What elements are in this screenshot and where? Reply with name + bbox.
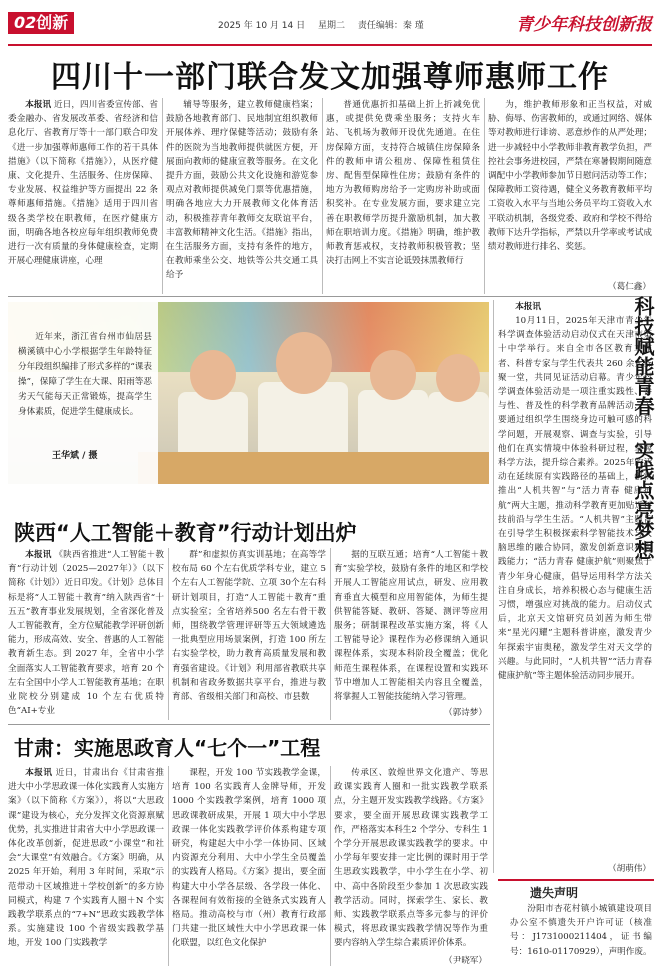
student-face [436,354,480,402]
column-divider [484,98,485,294]
main-article-col-4 [488,98,652,280]
gansu-headline: 甘肃：实施思政育人“七个一”工程 [14,736,321,760]
page-number: 02 [14,13,37,32]
right-article-text: 10月11日，2025年天津市青少年科学调查体验活动启动仪式在天津市第十中学举行。来自全市各区教育工作者、科普专家与学生代表共 260 余人齐聚一堂，共同见证活动启幕。青少年科学调查体验活动是一项注重实践性、参与性、普及性的科学教育品牌活动，主要通过组织学生围绕身边可触可感的科学问题，开展观察、调查与实验，引导他们在真实情境中体验科研过程，掌握科学方法，提升综合素养。2025年的活动在延续原有实践路径的基础上，创新推出“人机共智”与“活力青春 健康护航”两大主题，推动科学教育更加贴近科技前沿与学生生活。“人机共智”主题旨在引导学生积极探索科学智能技术与人脑思维的融合协同，激发创新意识和实践能力；“活力青春 健康护航”则聚焦于青少年身心健康，倡导运用科学方法关注自身成长，培养积极心态与健康生活习惯，增强应对挑战的能力。启动仪式后，北京天文馆研究员刘茜为师生带来“星光闪耀”主题科普讲座，激发青少年探索宇宙奥秘，激发学生对天文学的兴趣。与此同时，“人机共智”“活力青春 健康护航”等主题体验活动同步展开。 [498,316,652,682]
newspaper-brand: 青少年科技创新报 [516,15,652,35]
notice-body [510,902,652,968]
main-col-3-text: 普通优惠折扣基础上折上折减免优惠，或提供免费乘坐服务；支持火车站、飞机场为教师开设优先通道。在住房保障方面，支持符合城镇住房保障条件的教师申请公租房、保障性租赁住房、配售型保障性住房；鼓励有条件的地方为教师购房给予一定购房补助或面积奖补。在专业发展方面，要求建立完善在职教师学历提升激励机制，加大教师在职培训力度。《措施》明确，维护教师教育惩戒权，支持教师积极管教；坚决打击网上不实言论诋毁抹黑教师行 [326,100,480,267]
main-col-1-text: 近日，四川省委宣传部、省委金融办、省发展改革委、省经济和信息化厅、省教育厅等十一部门联合印发《进一步加强尊师惠师工作的若干具体措施》（以下简称《措施》），从医疗健康、文化提升、生活服务、住房保障、专业发展、权益维护等方面提出 22 条尊师惠师措施。《措施》适用于四川省级各类学校在职教师，在医疗健康方面，明确各地各校应每年组织教师免费进行一次有质量的身体健康检查，定期开展心理健康讲座，心理 [8,100,158,267]
main-article-col-3 [326,98,480,294]
lead-tag: 本报讯 [25,768,53,778]
main-headline: 四川十一部门联合发文加强尊师惠师工作 [51,60,609,95]
issue-meta [218,18,434,31]
section-name: 创新 [36,13,69,32]
main-byline: （葛仁鑫） [608,282,651,292]
main-col-4-text: 为，维护教师形象和正当权益，对威胁、侮辱、伤害教师的，或通过网络、媒体等对教师进行诽谤、恶意炒作的从严处理；进一步减轻中小学教师非教育教学负担，严控社会事务进校园，严禁在寒暑假期间随意调配中小学教师参加节日慰问活动等工作；保障教师工资待遇，健全义务教育教师平均工资收入水平与当地公务员平均工资收入水平联动机制，各级党委、政府和学校不得给教师下达升学指标，严禁以升学率或考试成绩对教师进行排名、奖惩。 [488,100,652,253]
masthead [0,0,660,44]
notice-title: 遗失声明 [530,886,579,900]
column-divider [330,766,331,966]
section-rule [8,724,490,725]
column-divider [330,548,331,720]
student-face [276,332,332,394]
lead-tag: 本报讯 [25,550,52,560]
gansu-col-3-text: 传承区、敦煌世界文化遗产、等思政课实践育人圈和一批实践教学联系点，分主题开发实践教学线路。《方案》要求，要全面开展思政课实践教学工作，严格落实本科生2 个学分、专科生 1 个学分开展思政课实践教学的要求。中小学每年要安排一定比例的课时用于学生思政实践教学，中小学生在小学、初中、高中各阶段至少参加 1 次思政实践教学活动。同时，探索学生、家长、教师、实践教学联系点等多元参与的评价模式，将思政课实践教学情况等作为重要内容纳入学生综合素质评价体系。 [334,768,488,949]
student-face [190,350,236,400]
shaanxi-col-2-text: 群”和虚拟仿真实训基地；在高等学校布局 60 个左右优质学科专业，建立 5 个左右人工智能学院、立项 30个左右科研计划项目，打造“人工智能＋教育”重点实验室；全省培养500 名左右骨干教师，围绕教学管理评研等五大领域遴选一批典型应用场景案例，打造 100 所左右实验学校，助力教育高质量发展和教育强省建设。《计划》利用部省教联共享机制和省政务数据共享平台，推进与教育部、省级相关部门和高校、市县数 [172,550,326,703]
lead-tag: 本报讯 [515,302,541,312]
student-face [370,350,416,400]
shaanxi-col-1 [8,548,164,720]
page-tag [8,12,74,34]
gansu-col-1-text: 近日，甘肃出台《甘肃省推进大中小学思政课一体化实践育人实施方案》（以下简称《方案》），将以“大思政课”建设为核心，充分发挥文化资源禀赋优势，扎实推进甘肃省大中小学思政课一体化改革创新，促进思政“小课堂”和社会“大课堂”有效融合。《方案》明确，从 2025 年开始，利用 3 年时间，采取“示范带动＋区域推进＋学校创新”的多方协同模式，构建 7 个实践育人圈＋N 个实践教学联系点的“7+N”思政实践教学体系。实施建设 100 个省级实践教学基地，开发 100 门实践教学 [8,768,164,949]
gansu-col-2-text: 课程，开发 100 节实践教学金课，培育 100 名实践育人金牌导师，开发1000 个实践教学案例，培育 1000 项思政课教研成果，开展 1 项大中小学思政课一体化实践教学评价体系构建专项研究，构建起大中小学一体协同、区域内资源充分利用、大中小学生全员覆盖的实践育人格局。《方案》提出，要全面构建大中小学各层级、各学段一体化、各课程间有效衔接的全链条式实践育人格局。推动高校与市（州）教育行政部门共建一批区域性大中小学思政课一体化联盟，以红色文化保护 [172,768,326,949]
shaanxi-col-3-text: 据的互联互通；培育“人工智能＋教育”实验学校，鼓励有条件的地区和学校开展人工智能应用试点，研发、应用教育垂直大模型和应用智能体，为师生提供智能答疑、教研、答疑、测评等应用服务；研制课程改革实施方案，将《人工智能导论》课程作为必修课纳入通识课程体系，实现本科阶段全覆盖；优化师范生课程体系，在课程设置和实践环节中增加人工智能相关内容且全覆盖，将掌握人工智能技能纳入学习管理。 [334,550,488,703]
shaanxi-col-1-text: 《陕西省推进“人工智能＋教育”行动计划（2025—2027年）》（以下简称《计划》）近日印发。《计划》总体目标是将“人工智能＋教育”纳入陕西省“十五五”教育事业发展规划，全省深化普及人工智能教育，全方位赋能教学评研创新能力，形成高效、安全、普惠的人工智能教育新生态。到 2027 年，全省中小学全面落实人工智能教育要求，培育 20 个左右全国中小学人工智能教育基地；在职业院校分别建成 10 个左右优质特色“AI+专业 [8,550,164,717]
shaanxi-col-2 [172,548,326,720]
gansu-byline: （尹晓军） [444,956,487,966]
section-rule [8,296,652,297]
notice-text: 汾阳市杏花村镇小城镇建设项目办公室不慎遗失开户许可证（核准号：J1731000211404，证书编号：1610-01170929），声明作废。 [510,904,652,957]
shaanxi-col-3 [334,548,488,708]
shaanxi-byline: （郭诗梦） [444,708,487,718]
right-article-body [498,314,652,864]
main-col-2-text: 辅导等服务，建立教师健康档案；鼓励各地教育部门、民地制宜组织教师开展体养、理疗保健等活动；鼓励有条件的医院为当地教师提供就医方便，开展面向教师的健康宣教等服务。在文化提升方面，鼓励公共文化设施和游览参观点对教师提供减免门票等优惠措施，明确各地应大力开展教师文化体育活动，积极推荐青年教师交友联谊平台，丰富教师精神文化生活。《措施》指出，在生活服务方面，支持有条件的地方，在教师乘坐公交、地铁等公共交通工具给予 [166,100,318,281]
classroom-desk [138,452,489,484]
column-divider [168,548,169,720]
issue-editor: 责任编辑：秦 瑾 [357,21,424,31]
column-divider [322,98,323,294]
gansu-col-3 [334,766,488,954]
main-article-col-2 [166,98,318,294]
gansu-col-1 [8,766,164,966]
photo-credit: 王华斌 / 摄 [52,451,98,461]
right-article-title: 科技赋能青春 实践点亮梦想 [631,296,655,560]
gansu-col-2 [172,766,326,966]
masthead-rule [8,44,652,46]
lead-tag: 本报讯 [25,100,52,110]
column-divider [162,98,163,294]
main-article-col-1 [8,98,158,294]
shaanxi-headline: 陕西“人工智能＋教育”行动计划出炉 [14,521,357,545]
issue-date: 2025 年 10 月 14 日 [218,21,306,31]
column-divider [168,766,169,966]
photo-caption: 近年来，浙江省台州市仙居县横溪镇中心小学根据学生年龄特征分年段组织编排了形式多样的“课表操”，保障了学生在大课、阳雨等恶劣天气能每天正常锻炼，提高学生身体素质，促进学生健康成长。 [18,332,152,417]
right-byline: （胡萌伟） [608,864,651,874]
column-divider [493,300,494,873]
issue-weekday: 星期二 [318,21,346,31]
